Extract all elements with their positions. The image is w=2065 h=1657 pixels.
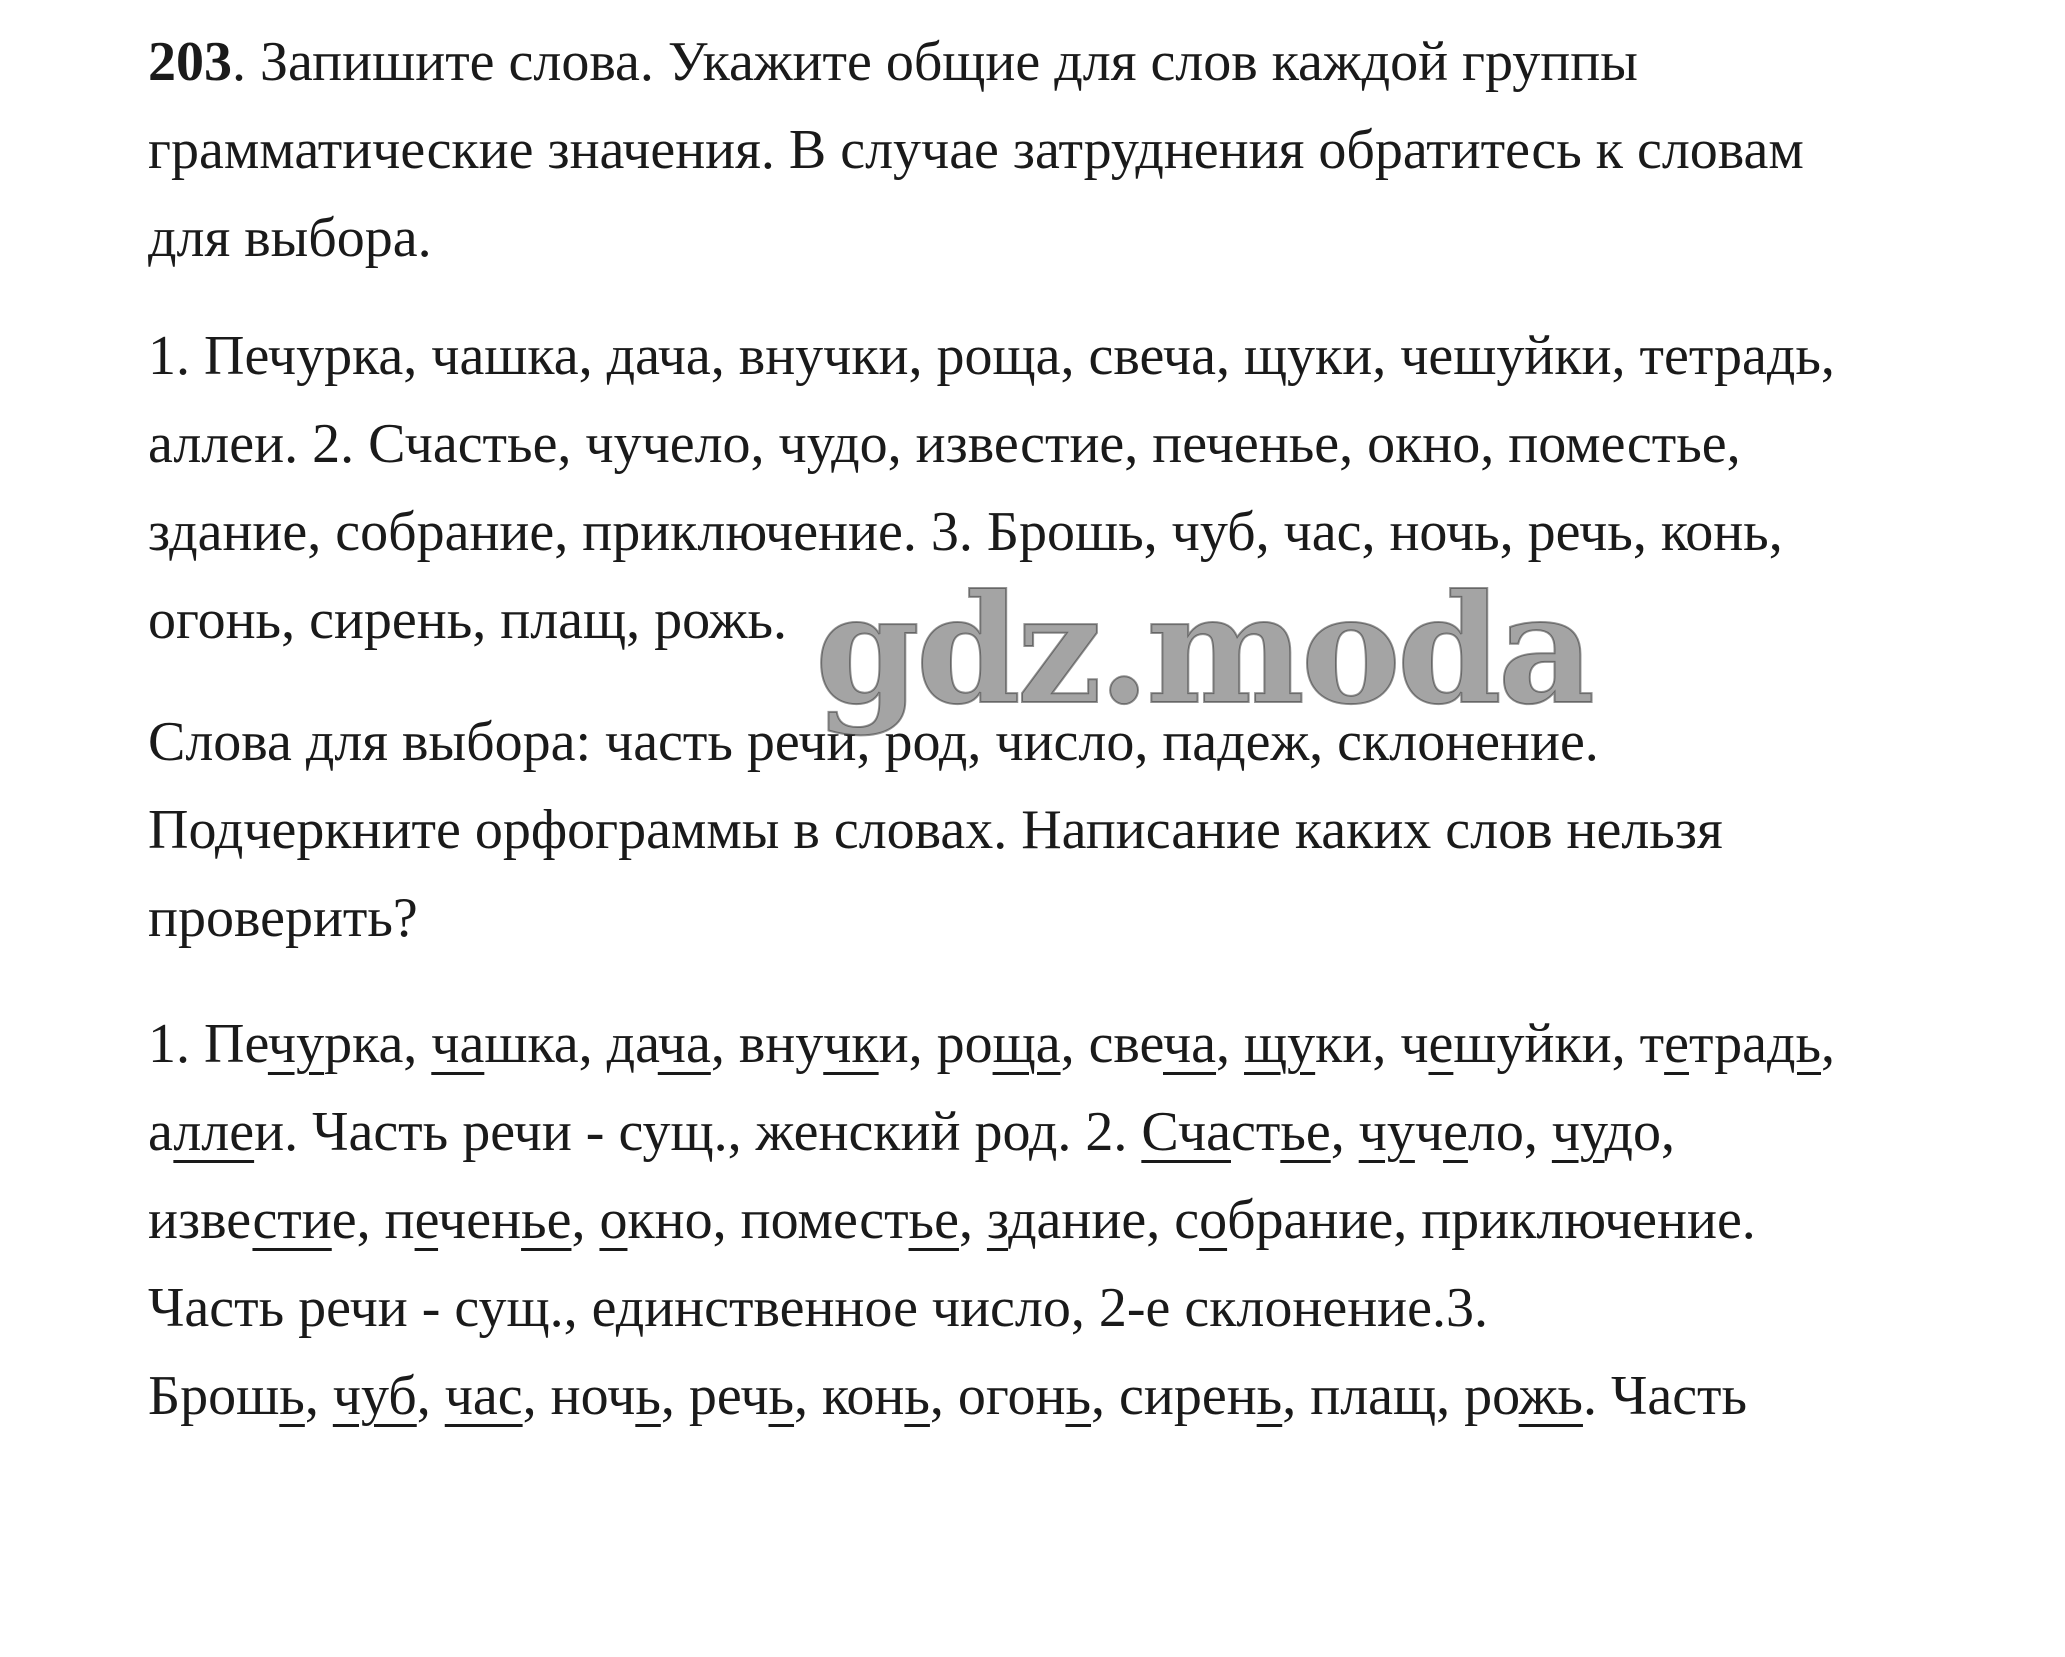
underlined-orthogram: з — [986, 1189, 1009, 1251]
extra-line-2: Подчеркните орфограммы в словах. Написание каких слов нельзя — [148, 799, 1723, 861]
answer-text: до, — [1604, 1101, 1676, 1163]
underlined-orthogram: ь — [279, 1365, 305, 1427]
task-line-3: для выбора. — [148, 207, 432, 269]
answer-text: , — [304, 1365, 333, 1427]
answer-line-1 — [148, 1000, 2008, 1088]
answer-block — [148, 1000, 2008, 1440]
answer-text: кно, помест — [627, 1189, 909, 1251]
extra-line-1: Слова для выбора: часть речи, род, число, падеж, склонение. — [148, 711, 1599, 773]
answer-text: . Часть — [1582, 1365, 1748, 1427]
answer-text: дание, с — [1008, 1189, 1200, 1251]
answer-line-5 — [148, 1352, 2008, 1440]
answer-text: , плащ, ро — [1282, 1365, 1519, 1427]
answer-text: , вну — [710, 1013, 824, 1075]
answer-line-2 — [148, 1088, 2008, 1176]
underlined-orthogram: час — [444, 1365, 523, 1427]
task-text: . Запишите слова. Укажите общие для слов каждой группы — [232, 31, 1638, 93]
answer-line-4 — [148, 1264, 2008, 1352]
answer-text: и. Часть речи - сущ., женский род. 2. — [254, 1101, 1142, 1163]
words-line-4: огонь, сирень, плащ, рожь. — [148, 589, 787, 651]
underlined-orthogram: ье — [1280, 1101, 1331, 1163]
answer-text: , — [416, 1365, 445, 1427]
answer-text: и, ро — [878, 1013, 993, 1075]
underlined-orthogram: е — [1664, 1013, 1689, 1075]
underlined-orthogram: чу — [1358, 1101, 1415, 1163]
underlined-orthogram: ь — [1065, 1365, 1092, 1427]
underlined-orthogram: е — [414, 1189, 439, 1251]
answer-text: шка, да — [484, 1013, 658, 1075]
task-line-2: грамматические значения. В случае затруднения обратитесь к словам — [148, 119, 1804, 181]
underlined-orthogram: щу — [1244, 1013, 1316, 1075]
task-number: 203 — [148, 31, 232, 93]
answer-text: ст — [1230, 1101, 1281, 1163]
answer-text: Часть речи - сущ., единственное число, 2-е склонение.3. — [148, 1277, 1488, 1339]
answer-text: шуйки, т — [1453, 1013, 1665, 1075]
answer-text: , кон — [794, 1365, 905, 1427]
underlined-orthogram: чу — [267, 1013, 325, 1075]
answer-text: Брош — [148, 1365, 280, 1427]
answer-text: , сирен — [1091, 1365, 1257, 1427]
extra-line-3: проверить? — [148, 887, 418, 949]
underlined-orthogram: о — [1199, 1189, 1228, 1251]
underlined-orthogram: ье — [908, 1189, 959, 1251]
answer-text: а — [148, 1101, 174, 1163]
words-line-2: аллеи. 2. Счастье, чучело, чудо, известие, печенье, окно, поместье, — [148, 413, 1741, 475]
underlined-orthogram: ь — [1256, 1365, 1283, 1427]
answer-text: , — [571, 1189, 600, 1251]
underlined-orthogram: Сча — [1141, 1101, 1231, 1163]
underlined-orthogram: ча — [1163, 1013, 1217, 1075]
answer-text: , — [958, 1189, 987, 1251]
underlined-orthogram: е — [1428, 1013, 1454, 1075]
words-line-3: здание, собрание, приключение. 3. Брошь, чуб, час, ночь, речь, конь, — [148, 501, 1783, 563]
answer-text: чен — [438, 1189, 522, 1251]
answer-text: рка, — [324, 1013, 432, 1075]
answer-text: , све — [1060, 1013, 1163, 1075]
underlined-orthogram: ь — [635, 1365, 661, 1427]
underlined-orthogram: дь — [1766, 1013, 1822, 1075]
underlined-orthogram: ье — [521, 1189, 572, 1251]
answer-text: е, п — [331, 1189, 415, 1251]
underlined-orthogram: ща — [992, 1013, 1061, 1075]
watermark: gdz.moda — [815, 562, 1592, 738]
task-line-1 — [148, 18, 2008, 106]
answer-text: 1. Пе — [148, 1013, 268, 1075]
answer-text: , — [1821, 1013, 1836, 1075]
answer-text: тра — [1688, 1013, 1767, 1075]
answer-text: , ноч — [522, 1365, 636, 1427]
answer-text: , реч — [660, 1365, 769, 1427]
answer-text: ло, — [1467, 1101, 1552, 1163]
additional-instructions — [148, 698, 2008, 962]
underlined-orthogram: сти — [252, 1189, 332, 1251]
underlined-orthogram: о — [599, 1189, 628, 1251]
answer-line-3 — [148, 1176, 2008, 1264]
underlined-orthogram: ча — [657, 1013, 711, 1075]
underlined-orthogram: ь — [768, 1365, 795, 1427]
answer-text: , — [1216, 1013, 1245, 1075]
underlined-orthogram: чу — [1551, 1101, 1605, 1163]
answer-text: , — [1330, 1101, 1359, 1163]
task-statement — [148, 18, 2008, 282]
underlined-orthogram: е — [1443, 1101, 1468, 1163]
underlined-orthogram: ча — [431, 1013, 485, 1075]
answer-text: ки, ч — [1315, 1013, 1429, 1075]
underlined-orthogram: жь — [1518, 1365, 1583, 1427]
answer-text: брание, приключение. — [1227, 1189, 1756, 1251]
answer-text: изве — [148, 1189, 253, 1251]
underlined-orthogram: чк — [823, 1013, 879, 1075]
words-line-1: 1. Печурка, чашка, дача, внучки, роща, свеча, щуки, чешуйки, тетрадь, — [148, 325, 1835, 387]
answer-text: , огон — [929, 1365, 1066, 1427]
answer-text: ч — [1414, 1101, 1444, 1163]
underlined-orthogram: лле — [173, 1101, 255, 1163]
word-groups — [148, 312, 2008, 664]
underlined-orthogram: ь — [904, 1365, 930, 1427]
underlined-orthogram: чуб — [332, 1365, 417, 1427]
